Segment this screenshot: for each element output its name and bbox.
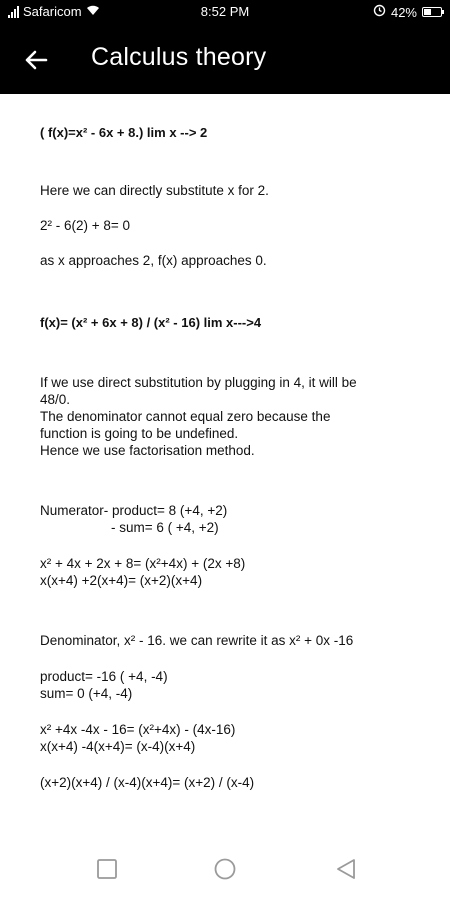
text-line: If we use direct substitution by plugging in 4, it will be [40, 375, 357, 390]
text-line: Numerator- product= 8 (+4, +2) [40, 503, 228, 518]
text-line: 48/0. [40, 392, 71, 407]
problem-1-heading: ( f(x)=x² - 6x + 8.) lim x --> 2 [40, 125, 208, 140]
nav-back-button[interactable] [335, 858, 357, 880]
text-line: The denominator cannot equal zero because the [40, 409, 331, 424]
home-icon [214, 858, 236, 880]
status-right [373, 4, 442, 20]
back-button[interactable] [22, 46, 50, 74]
text-line: Hence we use factorisation method. [40, 443, 255, 458]
alarm-icon [373, 4, 386, 20]
text-line: Here we can directly substitute x for 2. [40, 183, 269, 198]
battery-icon [422, 7, 442, 17]
text-line: function is going to be undefined. [40, 426, 239, 441]
text-line: 2² - 6(2) + 8= 0 [40, 218, 131, 233]
problem-2-heading: f(x)= (x² + 6x + 8) / (x² - 16) lim x--->4 [40, 315, 262, 330]
app-bar [0, 24, 450, 94]
text-line: as x approaches 2, f(x) approaches 0. [40, 253, 267, 268]
text-line: (x+2)(x+4) / (x-4)(x+4)= (x+2) / (x-4) [40, 775, 255, 790]
home-button[interactable] [214, 858, 236, 880]
text-line: - sum= 6 ( +4, +2) [111, 520, 219, 535]
navigation-bar [0, 834, 450, 900]
text-line: x(x+4) +2(x+4)= (x+2)(x+4) [40, 573, 203, 588]
clock: 8:52 PM [200, 4, 250, 19]
carrier-name: Safaricom [23, 4, 82, 19]
text-line: x(x+4) -4(x+4)= (x-4)(x+4) [40, 739, 196, 754]
recent-apps-icon [96, 858, 118, 880]
recent-apps-button[interactable] [96, 858, 118, 880]
status-bar [0, 0, 450, 24]
text-line: sum= 0 (+4, -4) [40, 686, 133, 701]
nav-back-icon [335, 858, 357, 880]
battery-fill [424, 9, 431, 15]
page-title: Calculus theory [91, 43, 267, 71]
content-area [0, 94, 450, 834]
text-line: x² +4x -4x - 16= (x²+4x) - (4x-16) [40, 722, 236, 737]
text-line: x² + 4x + 2x + 8= (x²+4x) + (2x +8) [40, 556, 246, 571]
text-line: product= -16 ( +4, -4) [40, 669, 168, 684]
battery-percent: 42% [390, 4, 417, 20]
text-line: Denominator, x² - 16. we can rewrite it as x² + 0x -16 [40, 633, 354, 648]
back-arrow-icon [22, 46, 50, 74]
